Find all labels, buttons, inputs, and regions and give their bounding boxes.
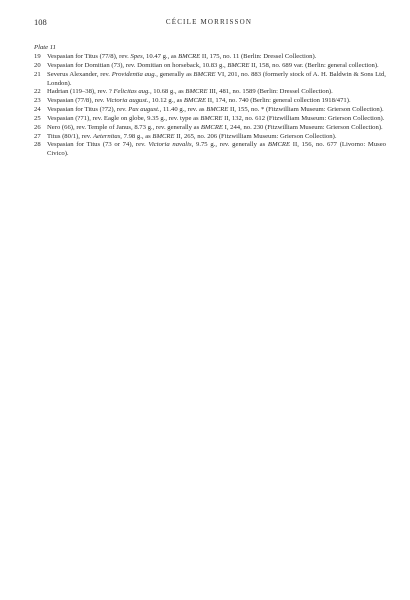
entry-italic-segment: Felicitas aug. [113, 88, 150, 96]
entry-segment: Nero (66), rev. Temple of Janus, 8.73 g., rev. generally as [47, 123, 201, 131]
plate-title: Plate 11 [34, 44, 56, 51]
entry-segment: II, 265, no. 206 (Fitzwilliam Museum: Grierson Collection). [174, 132, 337, 140]
entry-number: 28 [34, 141, 41, 149]
entry-italic-segment: Providentia aug. [111, 70, 157, 78]
entry-segment: II, 158, no. 689 var. (Berlin: general collection). [249, 61, 379, 69]
entry-segment: , generally as [156, 70, 194, 78]
entry-segment: III, 481, no. 1589 (Berlin: Dressel Collection). [207, 88, 333, 96]
entry-italic-segment: BMCRE [267, 141, 291, 149]
entry-segment: , 10.68 g., as [149, 88, 186, 96]
catalogue-entry [34, 53, 386, 62]
entry-italic-segment: Pax august. [128, 106, 160, 114]
entry-text [47, 133, 386, 142]
entry-segment: , 10.47 g., as [142, 53, 179, 60]
entry-list [34, 53, 386, 159]
entry-italic-segment: Victoria navalis [148, 141, 192, 149]
catalogue-entry [34, 133, 386, 142]
catalogue-entry [34, 141, 386, 159]
entry-number: 22 [34, 88, 41, 96]
entry-italic-segment: BMCRE [193, 70, 216, 78]
entry-text [47, 124, 386, 133]
entry-segment: II, 155, no. * (Fitzwilliam Museum: Grierson Collection). [228, 106, 384, 114]
entry-number: 21 [34, 70, 41, 78]
entry-number: 27 [34, 132, 41, 140]
entry-segment: Vespasian (?71), rev. Eagle on globe, 9.35 g., rev. type as [47, 114, 201, 122]
page-header [34, 17, 384, 29]
entry-number: 23 [34, 97, 41, 105]
entry-text [47, 97, 386, 106]
entry-number: 25 [34, 114, 41, 122]
entry-italic-segment: BMCRE [200, 123, 223, 131]
entry-italic-segment: BMCRE [185, 88, 208, 96]
entry-segment: Vespasian for Domitian (73), rev. Domitian on horseback, 10.83 g., [47, 61, 228, 69]
entry-segment: , 9.75 g., rev. generally as [191, 141, 268, 149]
catalogue-entry [34, 97, 386, 106]
entry-segment: Hadrian (119–38), rev. ? [47, 88, 114, 96]
entry-segment: II, 174, no. 740 (Berlin: general collection 1918/471). [206, 97, 351, 105]
entry-segment: , 10.12 g., as [148, 97, 184, 105]
entry-segment: , 7.98 g., as [120, 132, 153, 140]
catalogue-entry [34, 106, 386, 115]
catalogue-entry [34, 115, 386, 124]
entry-italic-segment: BMCRE [183, 97, 207, 105]
entry-number: 20 [34, 61, 41, 69]
entry-italic-segment: Victoria august. [106, 97, 149, 105]
entry-number: 26 [34, 123, 41, 131]
entry-italic-segment: BMCRE [227, 61, 250, 69]
entry-segment: Vespasian for Titus (77/8), rev. [47, 53, 131, 60]
entry-segment: II, 156, no. 677 (Livorno: Museo Civico). [47, 141, 386, 158]
entry-segment: II, 175, no. 11 (Berlin: Dressel Collection). [200, 53, 317, 60]
entry-segment: Vespasian for Titus (?72), rev. [47, 106, 129, 114]
entry-text [47, 62, 386, 71]
entry-text [47, 88, 386, 97]
entry-segment: Severus Alexander, rev. [47, 70, 112, 78]
entry-italic-segment: Spes [130, 53, 143, 60]
entry-number: 19 [34, 53, 41, 60]
entry-italic-segment: Aeternitas [93, 132, 121, 140]
entry-italic-segment: BMCRE [178, 53, 201, 60]
entry-text [47, 53, 386, 62]
page-number: 108 [34, 17, 47, 27]
entry-text [47, 71, 386, 89]
entry-segment: , 11.40 g., rev. as [159, 106, 207, 114]
catalogue-entry [34, 71, 386, 89]
entry-segment: Titus (80/1), rev. [47, 132, 93, 140]
catalogue-entry [34, 88, 386, 97]
entry-text [47, 115, 386, 124]
entry-number: 24 [34, 106, 41, 114]
entry-segment: Vespasian for Titus (73 or 74), rev. [47, 141, 149, 149]
entry-italic-segment: BMCRE [206, 106, 229, 114]
entry-segment: II, 132, no. 612 (Fitzwilliam Museum: Grierson Collection). [222, 114, 385, 122]
entry-text [47, 106, 386, 115]
entry-italic-segment: BMCRE [200, 114, 223, 122]
catalogue-entry [34, 124, 386, 133]
entry-segment: Vespasian (77/8), rev. [47, 97, 107, 105]
catalogue-entry [34, 62, 386, 71]
entry-italic-segment: BMCRE [152, 132, 175, 140]
entry-segment: VI, 201, no. 883 (formerly stock of A. H. Baldwin & Sons Ltd, London). [47, 70, 386, 87]
running-head: CÉCILE MORRISSON [165, 18, 253, 26]
entry-segment: I, 244, no. 230 (Fitzwilliam Museum: Grierson Collection). [222, 123, 383, 131]
entry-text [47, 141, 386, 159]
